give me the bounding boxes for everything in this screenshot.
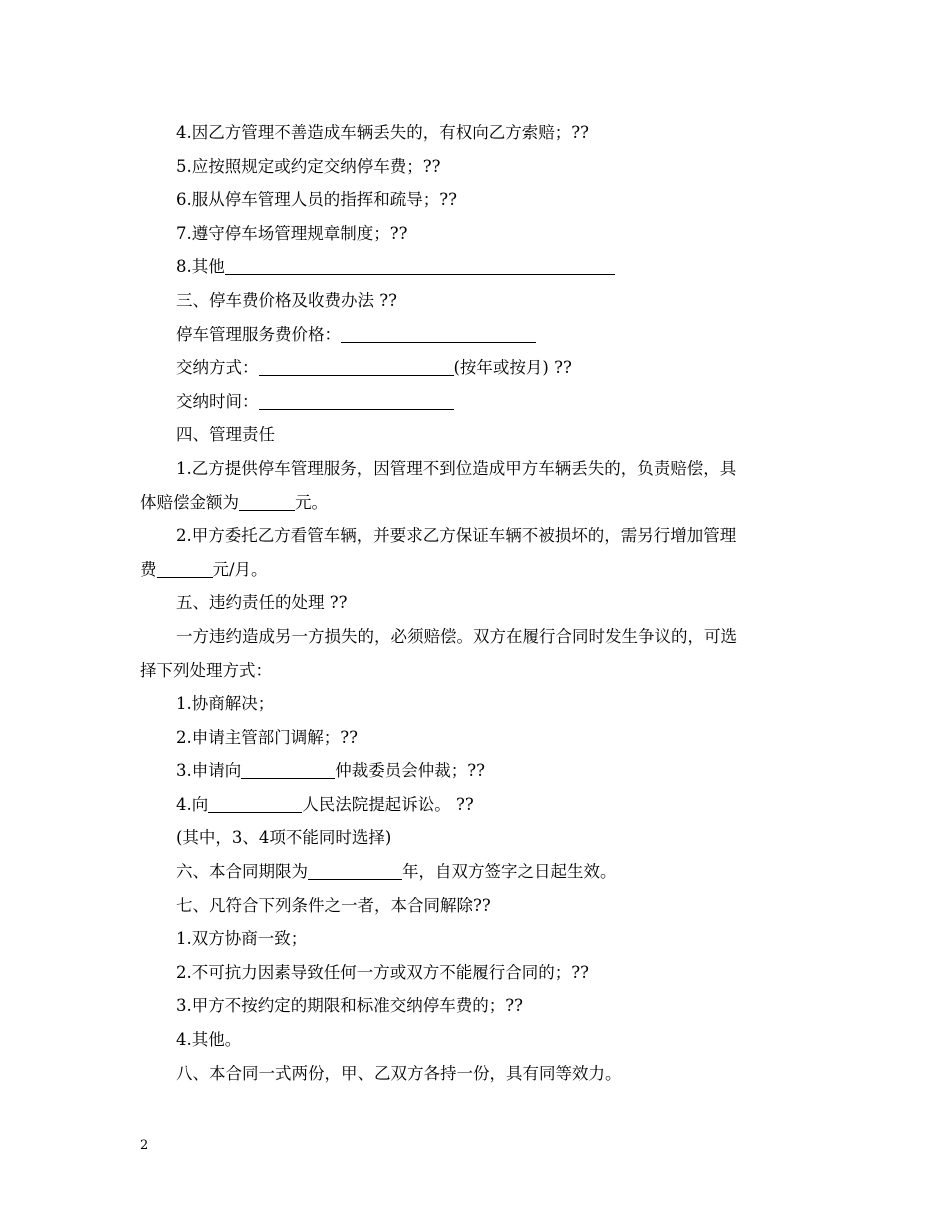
text-line (140, 116, 820, 150)
line-text: (其中，3、4项不能同时选择) (176, 828, 392, 848)
text-line (140, 418, 820, 452)
line-text: 4.向 (176, 794, 209, 814)
fill-in-blank[interactable] (239, 492, 295, 511)
fill-in-blank[interactable] (341, 324, 536, 343)
line-text: 三、停车费价格及收费办法 ?? (176, 290, 397, 310)
text-line (140, 821, 820, 855)
text-line (140, 553, 820, 587)
fill-in-blank[interactable] (157, 559, 213, 578)
text-line (140, 687, 820, 721)
page-number: 2 (140, 1138, 149, 1153)
text-line (140, 922, 820, 956)
line-text: 交纳时间： (176, 391, 259, 411)
text-line (140, 351, 820, 385)
document-body (140, 116, 820, 1090)
fill-in-blank[interactable] (308, 861, 402, 880)
line-text: 3.甲方不按约定的期限和标准交纳停车费的；?? (176, 996, 523, 1016)
text-line (140, 385, 820, 419)
line-text: 仲裁委员会仲裁；?? (335, 761, 485, 781)
line-text: 4.其他。 (176, 1030, 242, 1050)
text-line (140, 989, 820, 1023)
fill-in-blank[interactable] (208, 794, 302, 813)
line-text: 8.其他 (176, 257, 225, 277)
text-line (140, 519, 820, 553)
text-line (140, 788, 820, 822)
line-text: 元/月。 (212, 559, 268, 579)
line-text: 元。 (295, 492, 328, 512)
line-text: 交纳方式： (176, 358, 259, 378)
text-line (140, 217, 820, 251)
line-text: 3.申请向 (176, 761, 242, 781)
text-line (140, 586, 820, 620)
line-text: 1.乙方提供停车管理服务，因管理不到位造成甲方车辆丢失的，负责赔偿，具 (176, 458, 737, 478)
fill-in-blank[interactable] (241, 760, 335, 779)
text-line (140, 250, 820, 284)
text-line (140, 318, 820, 352)
text-line (140, 620, 820, 654)
line-text: 择下列处理方式： (140, 660, 272, 680)
text-line (140, 452, 820, 486)
line-text: 2.不可抗力因素导致任何一方或双方不能履行合同的；?? (176, 962, 589, 982)
line-text: (按年或按月) ?? (453, 358, 572, 378)
line-text: 4.因乙方管理不善造成车辆丢失的，有权向乙方索赔；?? (176, 123, 589, 142)
line-text: 1.双方协商一致； (176, 929, 308, 949)
fill-in-blank[interactable] (259, 357, 454, 376)
line-text: 体赔偿金额为 (140, 492, 239, 512)
text-line (140, 721, 820, 755)
fill-in-blank[interactable] (225, 256, 615, 275)
text-line (140, 654, 820, 688)
line-text: 1.协商解决； (176, 694, 275, 714)
line-text: 2.申请主管部门调解；?? (176, 727, 358, 747)
line-text: 5.应按照规定或约定交纳停车费；?? (176, 156, 441, 176)
text-line (140, 284, 820, 318)
line-text: 五、违约责任的处理 ?? (176, 593, 348, 613)
text-line (140, 486, 820, 520)
text-line (140, 754, 820, 788)
line-text: 停车管理服务费价格： (176, 324, 341, 344)
line-text: 八、本合同一式两份，甲、乙双方各持一份，具有同等效力。 (176, 1063, 622, 1083)
text-line (140, 1057, 820, 1091)
line-text: 一方违约造成另一方损失的，必须赔偿。双方在履行合同时发生争议的，可选 (176, 626, 737, 646)
text-line (140, 889, 820, 923)
line-text: 人民法院提起诉讼。 ?? (302, 794, 474, 814)
line-text: 7.遵守停车场管理规章制度；?? (176, 223, 408, 243)
line-text: 费 (140, 559, 157, 579)
line-text: 2.甲方委托乙方看管车辆，并要求乙方保证车辆不被损坏的，需另行增加管理 (176, 526, 737, 546)
line-text: 6.服从停车管理人员的指挥和疏导；?? (176, 190, 457, 210)
line-text: 四、管理责任 (176, 425, 275, 445)
line-text: 年，自双方签字之日起生效。 (402, 862, 617, 882)
line-text: 六、本合同期限为 (176, 862, 308, 882)
line-text: 七、凡符合下列条件之一者，本合同解除?? (176, 895, 491, 915)
text-line (140, 1023, 820, 1057)
text-line (140, 855, 820, 889)
text-line (140, 956, 820, 990)
fill-in-blank[interactable] (259, 391, 454, 410)
text-line (140, 183, 820, 217)
text-line (140, 150, 820, 184)
